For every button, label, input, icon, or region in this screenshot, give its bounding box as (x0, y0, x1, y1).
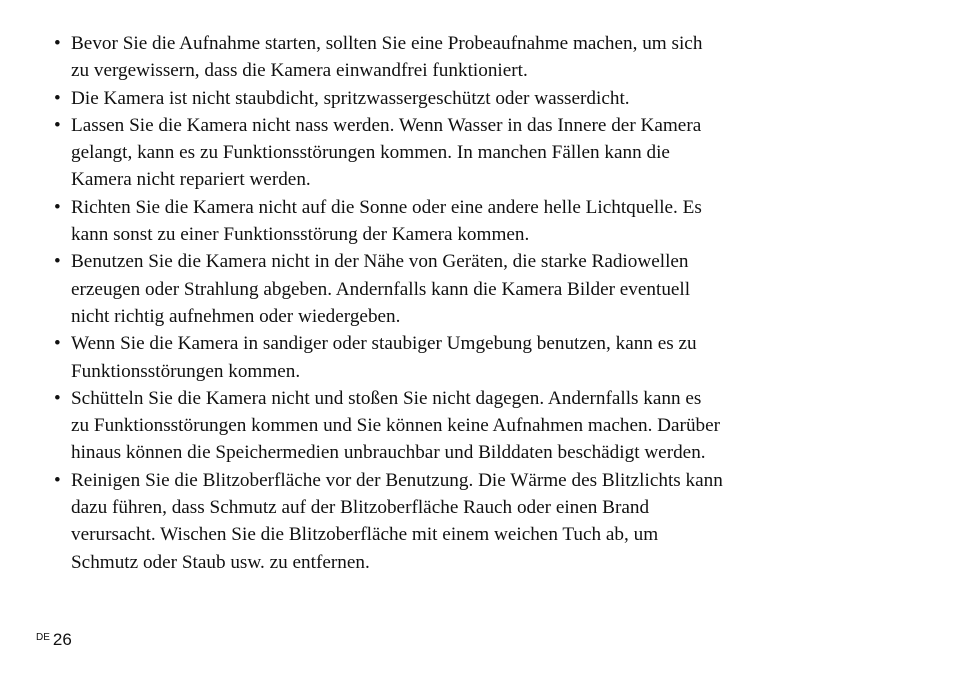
bullet-icon: • (54, 469, 61, 491)
list-item-line: Wenn Sie die Kamera in sandiger oder staubiger Umgebung benutzen, kann es zu (71, 333, 697, 355)
list-item-line: Die Kamera ist nicht staubdicht, spritzwassergeschützt oder wasserdicht. (71, 87, 630, 109)
list-item-line: Richten Sie die Kamera nicht auf die Sonne oder eine andere helle Lichtquelle. Es (71, 196, 702, 218)
list-item (54, 248, 854, 330)
list-item (54, 467, 854, 576)
list-item-line: Kamera nicht repariert werden. (71, 169, 311, 191)
list-item (54, 330, 854, 385)
page-footer (36, 630, 72, 650)
list-item-line: kann sonst zu einer Funktionsstörung der Kamera kommen. (71, 224, 530, 246)
list-item-line: Bevor Sie die Aufnahme starten, sollten Sie eine Probeaufnahme machen, um sich (71, 33, 703, 54)
list-item (54, 85, 854, 112)
list-item-line: verursacht. Wischen Sie die Blitzoberfläche mit einem weichen Tuch ab, um (71, 524, 659, 546)
page-number: 26 (52, 630, 72, 649)
list-item-line: Reinigen Sie die Blitzoberfläche vor der Benutzung. Die Wärme des Blitzlichts kann (71, 469, 723, 491)
list-item-line: hinaus können die Speichermedien unbrauchbar und Bilddaten beschädigt werden. (71, 442, 706, 464)
bullet-icon: • (54, 87, 61, 109)
list-item-line: nicht richtig aufnehmen oder wiedergeben. (71, 305, 401, 327)
list-item-line: Lassen Sie die Kamera nicht nass werden. Wenn Wasser in das Innere der Kamera (71, 114, 702, 136)
list-item-line: dazu führen, dass Schmutz auf der Blitzoberfläche Rauch oder einen Brand (71, 497, 650, 519)
list-item-line: zu vergewissern, dass die Kamera einwandfrei funktioniert. (71, 60, 528, 82)
bullet-icon: • (54, 114, 61, 136)
list-item (54, 385, 854, 467)
bullet-icon: • (54, 387, 61, 409)
list-item (54, 30, 854, 85)
language-code: DE (36, 632, 50, 643)
bullet-icon: • (54, 333, 61, 355)
list-item-line: Funktionsstörungen kommen. (71, 360, 301, 382)
list-item-line: Schmutz oder Staub usw. zu entfernen. (71, 551, 370, 573)
bullet-icon: • (54, 251, 61, 273)
list-item (54, 112, 854, 194)
list-item-line: Schütteln Sie die Kamera nicht und stoßen Sie nicht dagegen. Andernfalls kann es (71, 387, 702, 409)
list-item-line: gelangt, kann es zu Funktionsstörungen kommen. In manchen Fällen kann die (71, 142, 670, 164)
bullet-icon: • (54, 196, 61, 218)
list-item-line: erzeugen oder Strahlung abgeben. Andernfalls kann die Kamera Bilder eventuell (71, 278, 691, 300)
precautions-list (54, 30, 854, 576)
list-item-line: Benutzen Sie die Kamera nicht in der Nähe von Geräten, die starke Radiowellen (71, 251, 689, 273)
list-item-line: zu Funktionsstörungen kommen und Sie können keine Aufnahmen machen. Darüber (71, 415, 721, 437)
list-item (54, 194, 854, 249)
bullet-icon: • (54, 33, 61, 54)
